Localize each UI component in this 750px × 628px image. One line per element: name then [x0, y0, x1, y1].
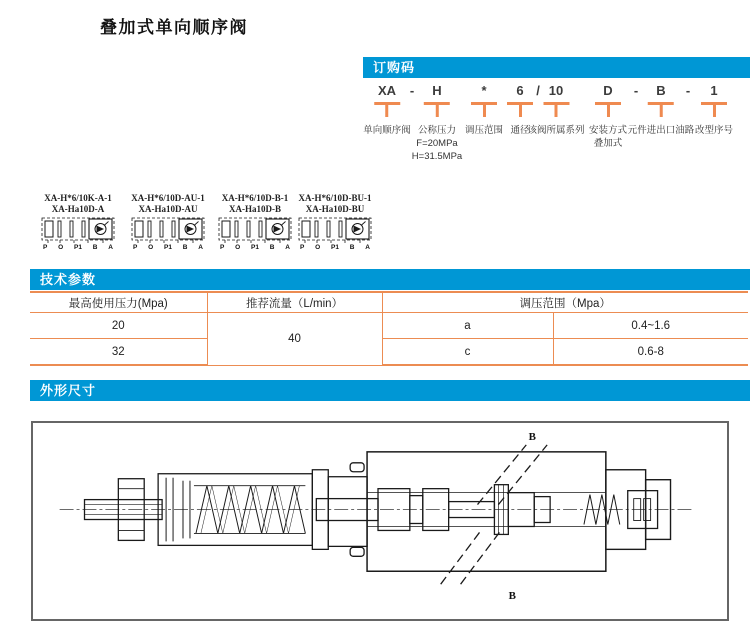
- port-label: A: [108, 244, 113, 251]
- section-label-b-bottom: B: [508, 590, 516, 603]
- range-value: 0.4~1.6: [553, 313, 748, 339]
- code-meaning: [695, 124, 733, 137]
- hydraulic-symbol-icon: [218, 217, 292, 244]
- port-labels: [300, 244, 370, 252]
- model-number: XA-Ha10D-A: [51, 204, 105, 214]
- model-number: XA-Ha10D-B: [229, 204, 281, 214]
- code-char: H: [432, 83, 442, 98]
- code-meaning-line: H=31.5MPa: [411, 151, 463, 162]
- code-char: *: [481, 83, 487, 98]
- model-number: XA-Ha10D-BU: [305, 204, 365, 214]
- code-char: 1: [710, 83, 718, 98]
- port-label: P: [220, 244, 225, 251]
- code-separator: -: [685, 83, 691, 98]
- code-separator: -: [409, 83, 415, 98]
- pointer-mark: [424, 102, 450, 118]
- code-meaning: [589, 124, 627, 150]
- port-label: B: [182, 244, 188, 251]
- table-header-row: [30, 292, 748, 313]
- port-label: B: [92, 244, 98, 251]
- port-label: A: [365, 244, 370, 251]
- code-meaning-line: 元件进出口油路: [627, 125, 695, 136]
- code-meaning: [465, 124, 503, 137]
- valve-symbol-block-1: [41, 193, 115, 252]
- port-label: P1: [74, 244, 82, 251]
- pointer-mark: [701, 102, 727, 118]
- column-header-range: 调压范围（Mpa）: [382, 292, 748, 313]
- code-meaning-line: 通径: [510, 125, 530, 136]
- ordering-item-1: [695, 82, 733, 137]
- ordering-item-b: [628, 82, 695, 137]
- port-labels: [220, 244, 290, 252]
- port-label: A: [285, 244, 290, 251]
- port-label: P: [43, 244, 48, 251]
- code-meaning-line: 叠加式: [593, 138, 623, 149]
- port-labels: [133, 244, 203, 252]
- valve-symbol-block-2: [131, 193, 205, 252]
- pointer-mark: [471, 102, 497, 118]
- external-dimensions-header: 外形尺寸: [30, 380, 750, 401]
- port-label: P: [300, 244, 305, 251]
- hydraulic-symbol-icon: [131, 217, 205, 244]
- dimension-drawing-frame: [31, 421, 729, 621]
- ordering-item-xa: [363, 82, 411, 137]
- ordering-code-header: 订购码: [363, 57, 750, 78]
- code-meaning-line: 改型序号: [694, 125, 734, 136]
- code-char: XA: [377, 83, 397, 98]
- parameters-table: [30, 291, 748, 366]
- model-number: XA-H*6/10D-B-1: [221, 193, 289, 203]
- hydraulic-symbol-icon: [41, 217, 115, 244]
- column-header-flow: 推荐流量（L/min）: [207, 292, 382, 313]
- section-label-b-top: B: [528, 430, 536, 443]
- flow-value: 40: [207, 313, 382, 366]
- port-label: P1: [331, 244, 339, 251]
- port-label: B: [349, 244, 355, 251]
- range-value: 0.6-8: [553, 339, 748, 366]
- technical-parameters-header: 技术参数: [30, 269, 750, 290]
- ordering-item-h: [409, 82, 463, 163]
- port-label: O: [315, 244, 321, 251]
- port-label: P1: [251, 244, 259, 251]
- code-meaning-line: 公称压力: [417, 125, 456, 136]
- valve-section-drawing: [33, 423, 727, 619]
- port-label: O: [58, 244, 64, 251]
- port-label: A: [198, 244, 203, 251]
- code-char: 10: [548, 83, 564, 98]
- table-row: [30, 313, 748, 339]
- code-meaning: [363, 124, 411, 137]
- model-number: XA-H*6/10D-AU-1: [131, 193, 205, 203]
- code-meaning-line: 单向顺序阀: [363, 125, 411, 136]
- port-label: B: [269, 244, 275, 251]
- port-label: P1: [164, 244, 172, 251]
- code-char: D: [603, 83, 613, 98]
- code-meaning-line: 调压范围: [464, 125, 504, 136]
- code-meaning-line: F=20MPa: [416, 138, 458, 149]
- model-number: XA-H*6/10D-BU-1: [298, 193, 372, 203]
- code-char: B: [656, 83, 666, 98]
- ordering-code-diagram: [363, 78, 750, 188]
- table-row: [30, 339, 748, 366]
- range-code: a: [382, 313, 553, 339]
- model-number: XA-H*6/10K-A-1: [44, 193, 112, 203]
- pointer-mark: [374, 102, 400, 118]
- range-code: c: [382, 339, 553, 366]
- code-meaning: [527, 124, 584, 137]
- pointer-mark: [648, 102, 674, 118]
- code-char: 6: [516, 83, 524, 98]
- max-pressure-value: 20: [30, 313, 207, 339]
- port-label: O: [148, 244, 154, 251]
- port-label: O: [235, 244, 241, 251]
- page-title: 叠加式单向顺序阀: [100, 18, 248, 37]
- valve-symbol-block-4: [298, 193, 372, 252]
- pointer-mark: [543, 102, 569, 118]
- model-number: XA-Ha10D-AU: [138, 204, 198, 214]
- pointer-mark: [595, 102, 621, 118]
- code-meaning: [412, 124, 462, 163]
- code-meaning-line: 该阀所属系列: [527, 125, 585, 136]
- max-pressure-value: 32: [30, 339, 207, 366]
- port-label: P: [133, 244, 138, 251]
- code-meaning: [628, 124, 695, 137]
- valve-symbol-block-3: [218, 193, 292, 252]
- hydraulic-symbol-icon: [298, 217, 372, 244]
- code-meaning-line: 安装方式: [588, 125, 628, 136]
- code-separator: -: [633, 83, 639, 98]
- ordering-item-star: [465, 82, 503, 137]
- column-header-max-pressure: 最高使用压力(Mpa): [30, 292, 207, 313]
- ordering-item-10: [527, 82, 584, 137]
- ordering-item-d: [589, 82, 627, 150]
- port-labels: [43, 244, 113, 252]
- code-separator: /: [536, 83, 540, 98]
